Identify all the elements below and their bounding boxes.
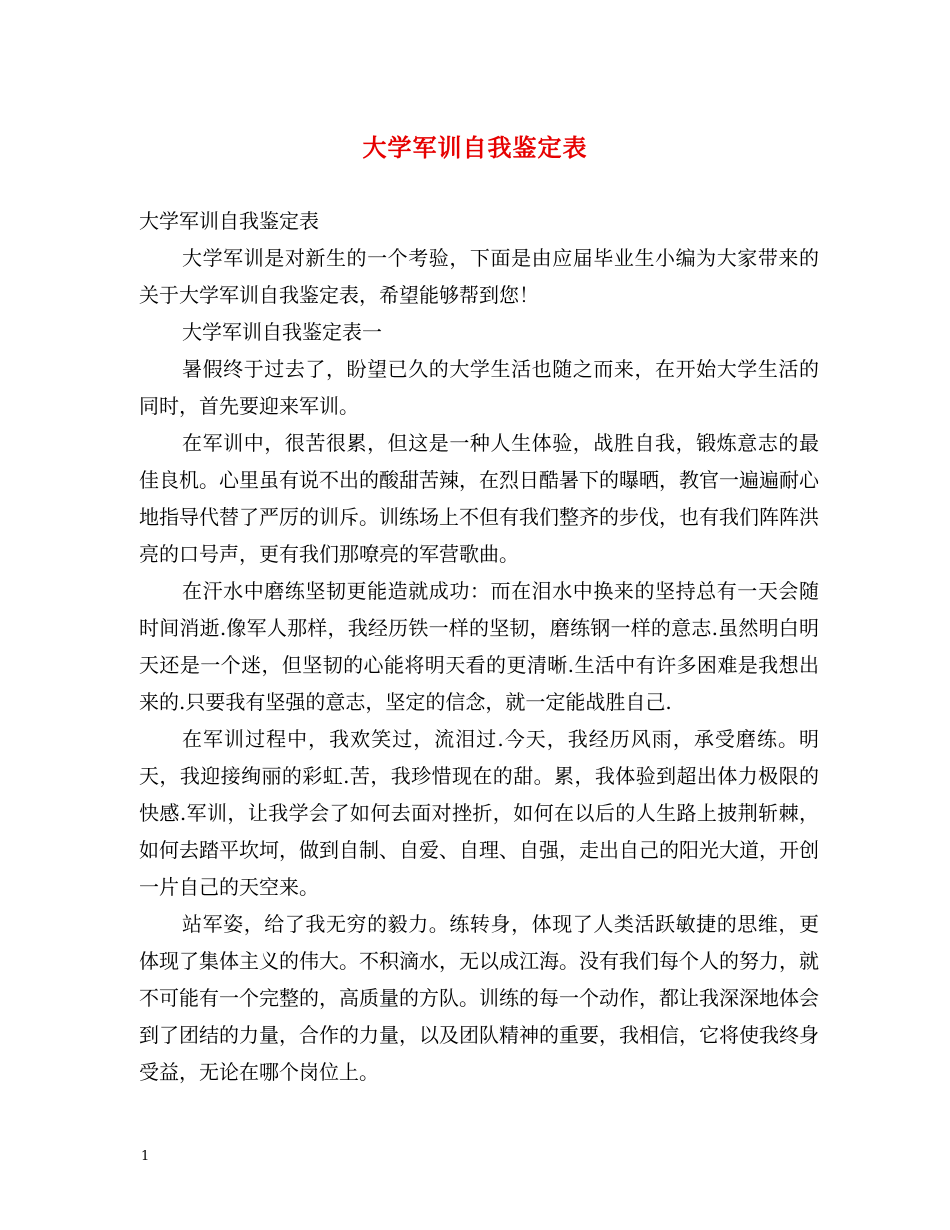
paragraph-section-heading: 大学军训自我鉴定表一 [182, 320, 382, 344]
paragraph-intro: 大学军训是对新生的一个考验，下面是由应届毕业生小编为大家带来的关于大学军训自我鉴定表，希望能够帮到您！ [139, 246, 819, 307]
paragraph-body: 在汗水中磨练坚韧更能造就成功：而在泪水中换来的坚持总有一天会随时间消逝.像军人那样，我经历铁一样的坚韧，磨练钢一样的意志.虽然明白明天还是一个迷，但坚韧的心能将明天看的更清晰.生活中有许多困难是我想出来的.只要我有坚强的意志，坚定的信念，就一定能战胜自己. [139, 579, 819, 714]
document-title: 大学军训自我鉴定表 [362, 133, 588, 162]
paragraph-subtitle: 大学军训自我鉴定表 [139, 209, 319, 233]
paragraph-body: 在军训过程中，我欢笑过，流泪过.今天，我经历风雨，承受磨练。明天，我迎接绚丽的彩虹.苦，我珍惜现在的甜。累，我体验到超出体力极限的快感.军训，让我学会了如何去面对挫折，如何在以后的人生路上披荆斩棘，如何去踏平坎坷，做到自制、自爱、自理、自强，走出自己的阳光大道，开创一片自己的天空来。 [139, 727, 819, 899]
document-body [139, 203, 819, 1091]
paragraph-body: 站军姿，给了我无穷的毅力。练转身，体现了人类活跃敏捷的思维，更体现了集体主义的伟大。不积滴水，无以成江海。没有我们每个人的努力，就不可能有一个完整的，高质量的方队。训练的每一个动作，都让我深深地体会到了团结的力量，合作的力量，以及团队精神的重要，我相信，它将使我终身受益，无论在哪个岗位上。 [139, 912, 819, 1084]
page-number: 1 [141, 1149, 150, 1164]
paragraph-body: 在军训中，很苦很累，但这是一种人生体验，战胜自我，锻炼意志的最佳良机。心里虽有说不出的酸甜苦辣，在烈日酷暑下的曝晒，教官一遍遍耐心地指导代替了严厉的训斥。训练场上不但有我们整齐的步伐，也有我们阵阵洪亮的口号声，更有我们那嘹亮的军营歌曲。 [139, 431, 819, 566]
paragraph-body: 暑假终于过去了，盼望已久的大学生活也随之而来，在开始大学生活的同时，首先要迎来军训。 [139, 357, 819, 418]
